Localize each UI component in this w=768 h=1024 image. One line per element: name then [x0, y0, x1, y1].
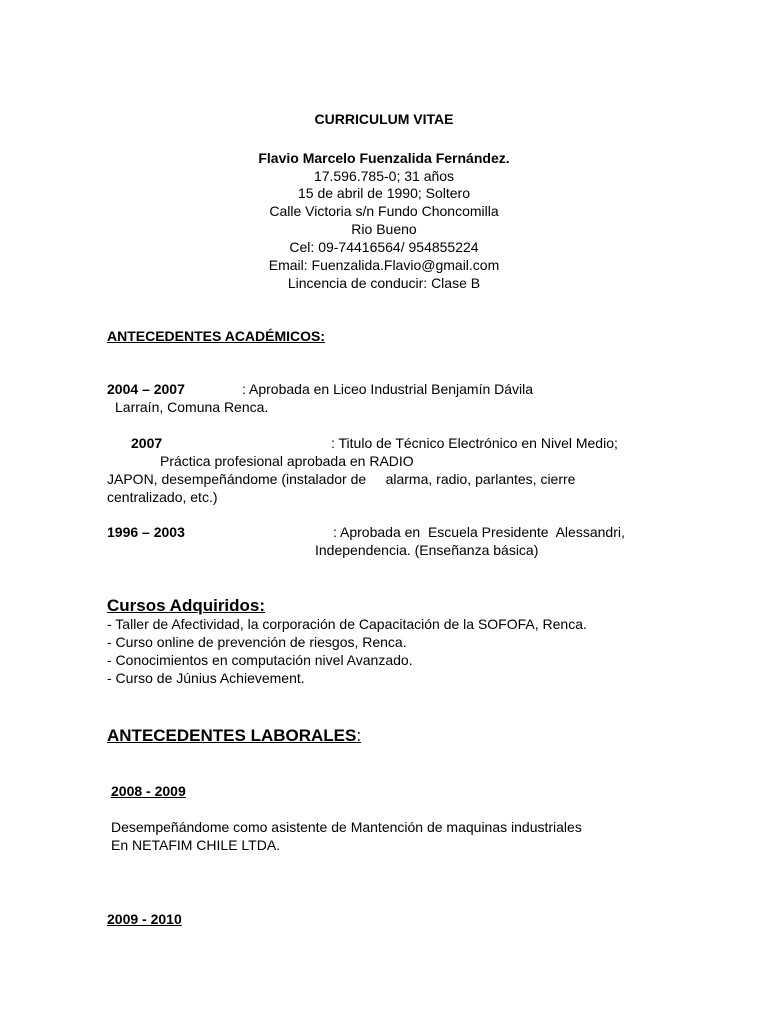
academic-desc-2a: : Titulo de Técnico Electrónico en Nivel Medio; [331, 435, 618, 451]
course-item: - Conocimientos en computación nivel Avanzado. [107, 652, 413, 668]
person-name: Flavio Marcelo Fuenzalida Fernández. [258, 150, 510, 166]
work-desc-1a: Desempeñándome como asistente de Mantención de maquinas industriales [111, 819, 582, 835]
work-heading: ANTECEDENTES LABORALES [107, 726, 357, 745]
work-years-1: 2008 - 2009 [111, 783, 186, 799]
address-line2: Rio Bueno [351, 221, 417, 237]
drivers-license: Lincencia de conducir: Clase B [287, 275, 481, 291]
academic-desc-2d: centralizado, etc.) [107, 489, 218, 505]
course-item: - Curso de Június Achievement. [107, 670, 305, 686]
academic-desc-2c: JAPON, desempeñándome (instalador de alarma, radio, parlantes, cierre [107, 471, 576, 487]
academic-desc-2b: Práctica profesional aprobada en RADIO [160, 453, 414, 469]
id-age: 17.596.785-0; 31 años [313, 168, 455, 184]
academic-desc-3b: Independencia. (Enseñanza básica) [315, 542, 539, 558]
work-heading-colon: : [356, 726, 362, 745]
course-item: - Taller de Afectividad, la corporación de Capacitación de la SOFOFA, Renca. [107, 616, 587, 632]
document-title: CURRICULUM VITAE [314, 111, 454, 127]
course-item: - Curso online de prevención de riesgos, Renca. [107, 634, 407, 650]
academic-years-1: 2004 – 2007 [107, 381, 185, 397]
email: Email: Fuenzalida.Flavio@gmail.com [268, 257, 500, 273]
academic-heading: ANTECEDENTES ACADÉMICOS: [107, 328, 326, 344]
academic-years-2: 2007 [131, 435, 163, 451]
address-line1: Calle Victoria s/n Fundo Choncomilla [269, 203, 499, 219]
work-heading-wrap [107, 726, 361, 746]
work-desc-1b: En NETAFIM CHILE LTDA. [111, 837, 281, 853]
birth-status: 15 de abril de 1990; Soltero [297, 185, 470, 201]
academic-desc-3a: : Aprobada en Escuela Presidente Alessandri, [333, 524, 625, 540]
academic-years-3: 1996 – 2003 [107, 524, 185, 540]
courses-heading: Cursos Adquiridos: [107, 596, 266, 615]
phone: Cel: 09-74416564/ 954855224 [289, 239, 479, 255]
academic-desc-1b: Larraín, Comuna Renca. [115, 399, 269, 415]
work-years-2: 2009 - 2010 [107, 911, 182, 927]
academic-desc-1a: : Aprobada en Liceo Industrial Benjamín Dávila [242, 381, 534, 397]
